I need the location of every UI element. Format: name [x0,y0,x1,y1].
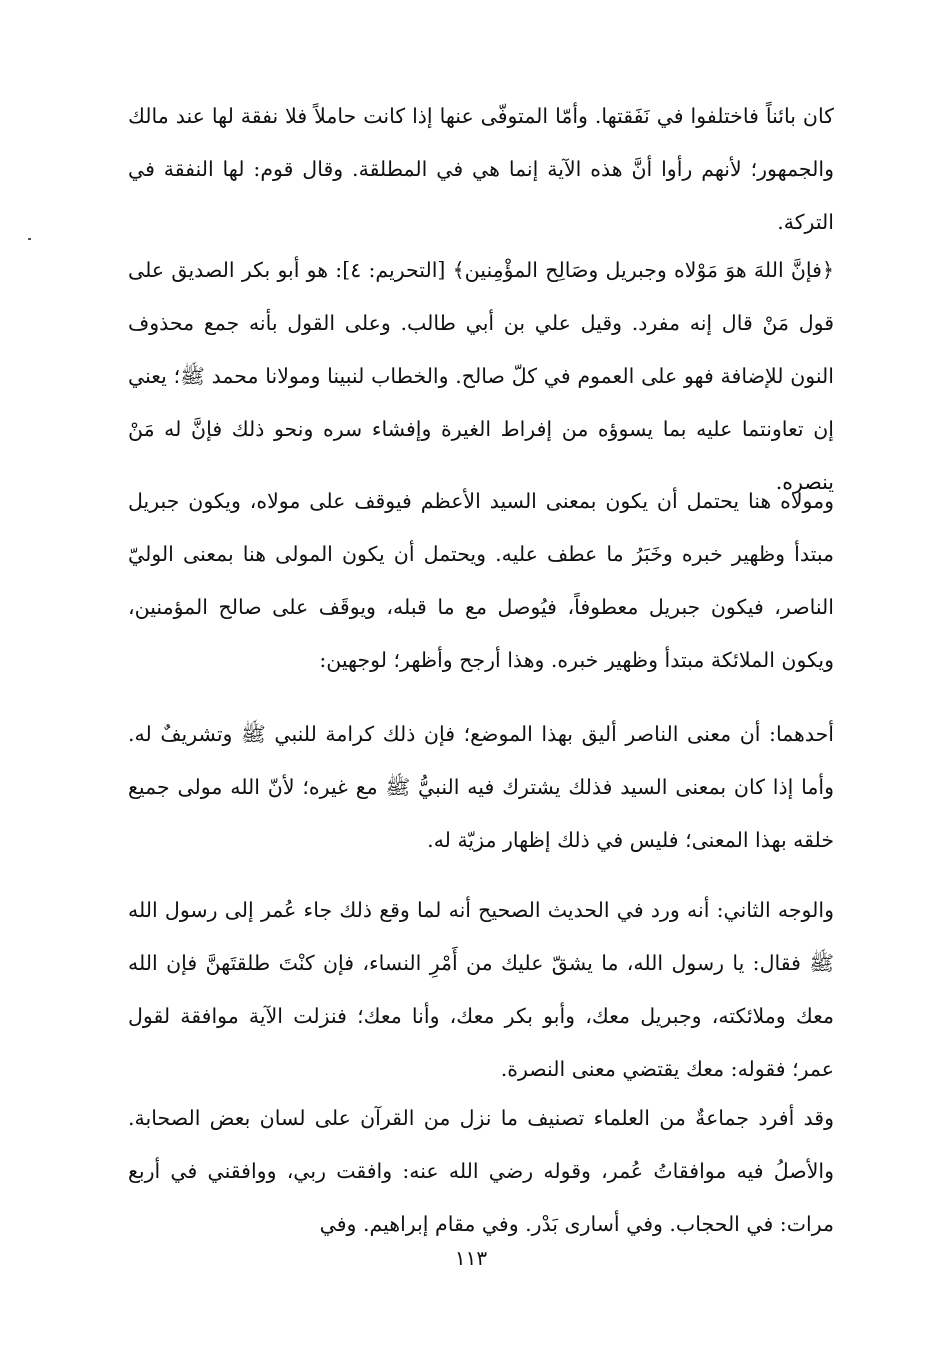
page-number: ١١٣ [454,1246,488,1270]
paragraph-6: وقد أفرد جماعةٌ من العلماء تصنيف ما نزل من القرآن على لسان بعض الصحابة. والأصلُ فيه موافقاتُ عُمر، وقوله رضي الله عنه: وافقت ربي، ووافقني في أربع مرات: في الحجاب. وفي أسارى بَدْر. وفي مقام إبراهيم. وفي [128,1106,834,1236]
paragraph-5: والوجه الثاني: أنه ورد في الحديث الصحيح أنه لما وقع ذلك جاء عُمر إلى رسول الله ﷺ فقال: يا رسول الله، ما يشقّ عليك من أَمْرِ النساء، فإن كنْتَ طلقتَهنَّ فإن الله معك وملائكته، وجبريل معك، وأبو بكر معك، وأنا معك؛ فنزلت الآية موافقة لقول عمر؛ فقوله: معك يقتضي معنى النصرة. [128,898,834,1081]
paragraph-4: أحدهما: أن معنى الناصر أليق بهذا الموضع؛ فإن ذلك كرامة للنبي ﷺ وتشريفٌ له. وأما إذا كان بمعنى السيد فذلك يشترك فيه النبيُّ ﷺ مع غيره؛ لأنّ الله مولى جميع خلقه بهذا المعنى؛ فليس في ذلك إظهار مزيّة له. [128,722,834,852]
paragraph-1: كان بائناً فاختلفوا في نَفَقتها. وأمّا المتوفّى عنها إذا كانت حاملاً فلا نفقة لها عند مالك والجمهور؛ لأنهم رأوا أنَّ هذه الآية إنما هي في المطلقة. وقال قوم: لها النفقة في التركة. [128,104,834,234]
paragraph-2: ﴿فإنَّ اللهَ هوَ مَوْلاه وجبريل وصَالِح المؤْمِنين﴾ [التحريم: ٤]: هو أبو بكر الصديق على قول مَنْ قال إنه مفرد. وقيل علي بن أبي طالب. وعلى القول بأنه جمع محذوف النون للإضافة فهو على العموم في كلّ صالح. والخطاب لنبينا ومولانا محمد ﷺ؛ يعني إن تعاونتما عليه بما يسوؤه من إفراط الغيرة وإفشاء سره ونحو ذلك فإنَّ له مَنْ ينصره. [128,258,834,494]
paragraph-3: ومولاه هنا يحتمل أن يكون بمعنى السيد الأعظم فيوقف على مولاه، ويكون جبريل مبتدأ وظهير خبره وخَبَرُ ما عطف عليه. ويحتمل أن يكون المولى هنا بمعنى الوليّ الناصر، فيكون جبريل معطوفاً، فيُوصل مع ما قبله، ويوقَف على صالح المؤمنين، ويكون الملائكة مبتدأ وظهير خبره. وهذا أرجح وأظهر؛ لوجهين: [128,489,834,672]
scan-speck [28,238,31,240]
